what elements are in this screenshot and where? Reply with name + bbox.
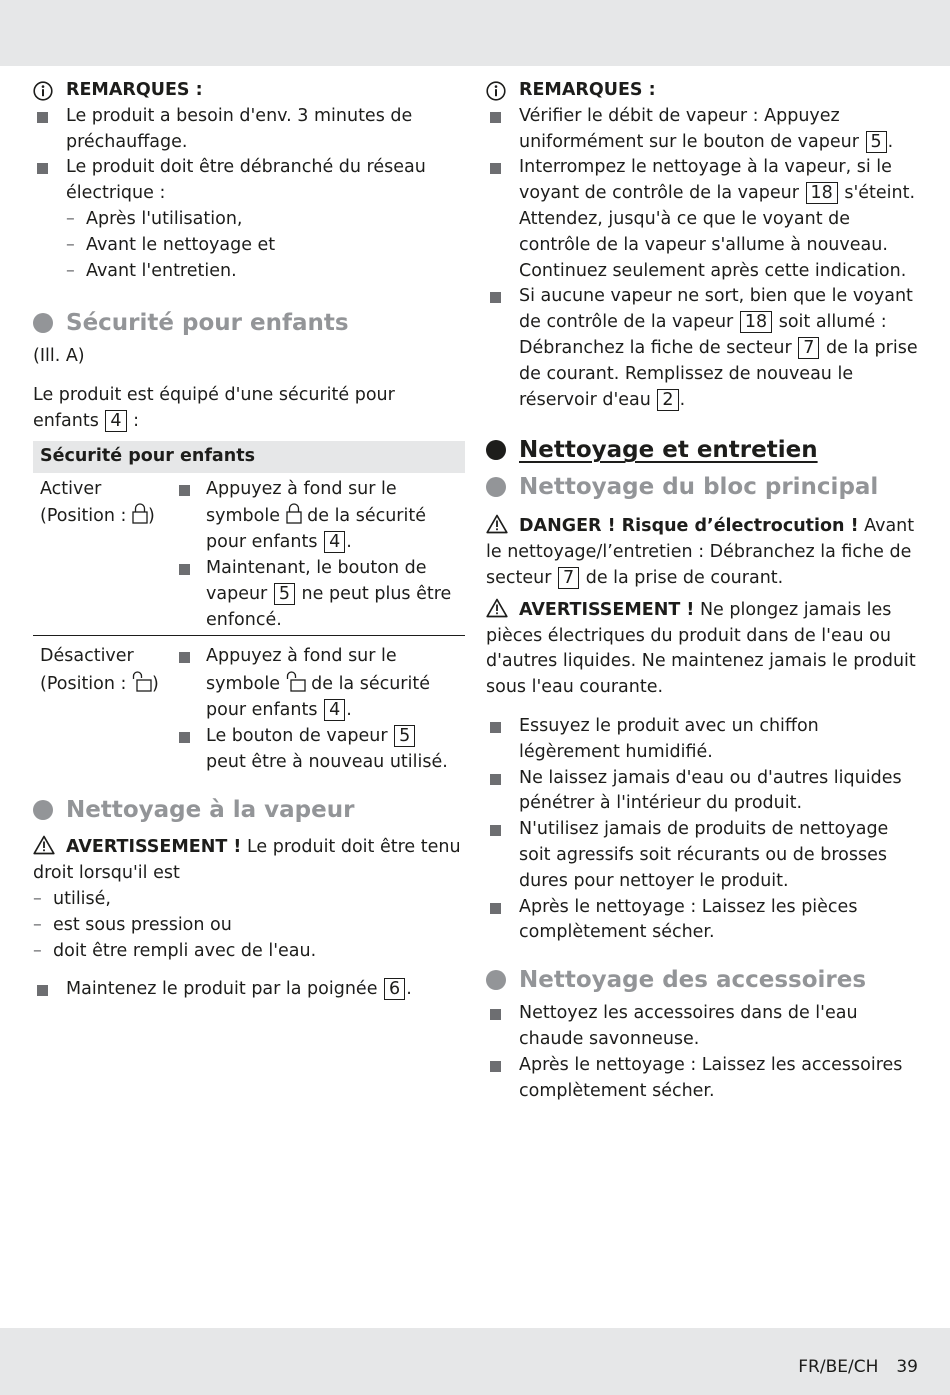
illustration-ref: (Ill. A) [33, 346, 85, 367]
list-item: Si aucune vapeur ne sort, bien que le voyant de contrôle de la vapeur 18 soit allumé : Débranchez la fiche de secteur 7 de la prise de courant. Remplissez de nouveau le réservoir d'eau 2 . [486, 284, 918, 413]
item-text: Vérifier le débit de vapeur : Appuyez uniformément sur le bouton de vapeur [519, 105, 859, 152]
part-ref: 5 [394, 725, 415, 747]
lock-closed-icon [132, 502, 148, 524]
list-item: Essuyez le produit avec un chiffon légèrement humidifié. [486, 714, 918, 766]
step-text: Appuyez à fond sur le symbole [206, 646, 397, 695]
steam-list [33, 977, 465, 1003]
left-column [33, 78, 465, 1003]
step-text: Maintenant, le bouton de vapeur [206, 557, 427, 604]
footer-locale: FR/BE/CH [798, 1357, 879, 1377]
list-item: Ne laissez jamais d'eau ou d'autres liquides pénétrer à l'intérieur du produit. [486, 766, 918, 818]
note-list [33, 104, 465, 285]
page-footer [798, 1355, 918, 1381]
heading-text: Nettoyage du bloc principal [519, 474, 879, 501]
sub-item: – Avant le nettoyage et [66, 233, 465, 259]
lock-open-icon [286, 670, 306, 692]
table-row [33, 473, 465, 636]
sub-item: – Avant l'entretien. [66, 259, 465, 285]
danger-text: de la prise de courant. [585, 567, 784, 588]
warning-label: AVERTISSEMENT ! [519, 599, 695, 620]
part-ref: 18 [740, 311, 772, 333]
note-heading [33, 78, 465, 104]
lock-closed-icon [286, 502, 302, 524]
heading-text: Nettoyage à la vapeur [66, 797, 355, 824]
part-ref: 5 [274, 583, 295, 605]
list-item: N'utilisez jamais de produits de nettoyage soit agressifs soit récurants ou de brosses dures pour nettoyer le produit. [486, 817, 918, 894]
bullet-dot-icon [486, 440, 506, 460]
deactivate-steps [175, 644, 458, 775]
step-text: de la sécurité pour enfants [206, 506, 426, 553]
activate-steps [175, 477, 458, 634]
part-ref: 7 [798, 337, 819, 359]
step-text: de la sécurité pour enfants [206, 674, 430, 720]
part-ref: 4 [105, 410, 126, 432]
part-ref: 2 [657, 389, 678, 411]
list-item: Après le nettoyage : Laissez les pièces complètement sécher. [486, 895, 918, 947]
list-item: Vérifier le débit de vapeur : Appuyez uniformément sur le bouton de vapeur 5 . [486, 104, 918, 156]
list-item-text: Le produit doit être débranché du réseau électrique : [66, 157, 426, 204]
bullet-dot-icon [33, 313, 53, 333]
activate-position: (Position : ) [40, 502, 168, 530]
part-ref: 7 [558, 567, 579, 589]
steam-sub-list [33, 887, 465, 964]
list-item [175, 724, 458, 776]
bullet-dot-icon [33, 800, 53, 820]
step-text: Le bouton de vapeur [206, 725, 388, 746]
warning-triangle-icon [486, 514, 508, 534]
sub-list [66, 207, 465, 284]
list-item: Maintenez le produit par la poignée 6 . [33, 977, 465, 1003]
info-icon [486, 81, 506, 101]
heading-text: Nettoyage et entretien [519, 437, 818, 464]
immersion-warning [486, 598, 918, 701]
warning-text: Le produit doit être tenu droit lorsqu'il est [33, 837, 461, 884]
danger-warning [486, 514, 918, 591]
table-cell [175, 636, 465, 777]
table-cell [33, 473, 175, 636]
list-item: Appuyez à fond sur le symbole de la sécurité pour enfants 4 . [175, 477, 458, 556]
child-safety-table [33, 441, 465, 778]
child-safety-heading [33, 308, 465, 338]
steam-warning [33, 835, 465, 887]
bullet-dot-icon [486, 970, 506, 990]
position-text: (Position : [40, 506, 127, 527]
warning-text: Ne plongez jamais les pièces électriques du produit dans de l'eau ou d'autres liquides. Ne maintenez jamais le produit sous l'eau courante. [486, 599, 916, 698]
item-text: s'éteint. Attendez, jusqu'à ce que le voyant de contrôle de la vapeur s'allume à nouveau. Continuez seulement après cette indication. [519, 183, 916, 281]
sub-item: – Après l'utilisation, [66, 207, 465, 233]
heading-text: Nettoyage des accessoires [519, 967, 867, 994]
note-title: REMARQUES : [519, 80, 656, 100]
heading-text: Sécurité pour enfants [66, 310, 349, 337]
table-cell [175, 473, 465, 636]
intro-end: : [127, 410, 140, 431]
position-text: (Position : [40, 674, 127, 695]
body-cleaning-heading [486, 472, 918, 502]
list-item [33, 155, 465, 284]
list-item: Nettoyez les accessoires dans de l'eau chaude savonneuse. [486, 1001, 918, 1053]
sub-item: – doit être rempli avec de l'eau. [33, 939, 465, 965]
item-text: soit allumé : Débranchez la fiche de secteur [519, 312, 887, 358]
steam-cleaning-heading [33, 795, 465, 825]
warning-label: AVERTISSEMENT ! [66, 837, 242, 858]
accessories-heading [486, 965, 918, 995]
warning-triangle-icon [486, 598, 508, 618]
item-text: Si aucune vapeur ne sort, bien que le voyant de contrôle de la vapeur [519, 286, 913, 333]
sub-item: – utilisé, [33, 887, 465, 913]
cleaning-main-heading [486, 435, 918, 465]
top-bar [0, 0, 950, 66]
bullet-dot-icon [486, 477, 506, 497]
activate-label: Activer [40, 478, 102, 499]
body-cleaning-list [486, 714, 918, 946]
accessories-list [486, 1001, 918, 1104]
warning-triangle-icon [33, 835, 55, 855]
deactivate-label: Désactiver [40, 646, 134, 667]
step-text: ne peut plus être enfoncé. [206, 583, 452, 630]
deactivate-position: (Position : ) [40, 670, 168, 698]
info-icon [33, 81, 53, 101]
danger-label: DANGER ! Risque d’électrocution ! [519, 516, 859, 537]
item-text: de la prise de courant. Remplissez de nouveau le réservoir d'eau [519, 337, 918, 410]
danger-text: Avant le nettoyage/l’entretien : Débranchez la fiche de secteur [486, 516, 915, 588]
child-intro [33, 383, 465, 435]
list-item [175, 556, 458, 633]
item-text: Maintenez le produit par la poignée [66, 979, 378, 1000]
sub-item: – est sous pression ou [33, 913, 465, 939]
list-item [486, 155, 918, 284]
table-cell [33, 636, 175, 777]
list-item: Le produit a besoin d'env. 3 minutes de préchauffage. [33, 104, 465, 156]
part-ref: 18 [806, 182, 838, 204]
note-title: REMARQUES : [66, 80, 203, 100]
lock-open-icon [132, 670, 152, 692]
list-item: Appuyez à fond sur le symbole de la sécurité pour enfants 4 . [175, 644, 458, 723]
step-text: peut être à nouveau utilisé. [206, 751, 448, 772]
step-text: Appuyez à fond sur le symbole [206, 478, 397, 527]
list-item: Après le nettoyage : Laissez les accessoires complètement sécher. [486, 1053, 918, 1105]
item-text: Interrompez le nettoyage à la vapeur, si le voyant de contrôle de la vapeur [519, 157, 892, 204]
part-ref: 5 [866, 131, 887, 153]
part-ref: 6 [384, 978, 405, 1000]
part-ref: 4 [324, 699, 345, 721]
page-number: 39 [896, 1357, 918, 1377]
table-header: Sécurité pour enfants [33, 441, 465, 473]
intro-text: Le produit est équipé d'une sécurité pour enfants [33, 385, 395, 431]
table-row [33, 636, 465, 777]
note-heading [486, 78, 918, 104]
right-column [486, 78, 918, 1104]
note-list [486, 104, 918, 414]
part-ref: 4 [324, 531, 345, 553]
